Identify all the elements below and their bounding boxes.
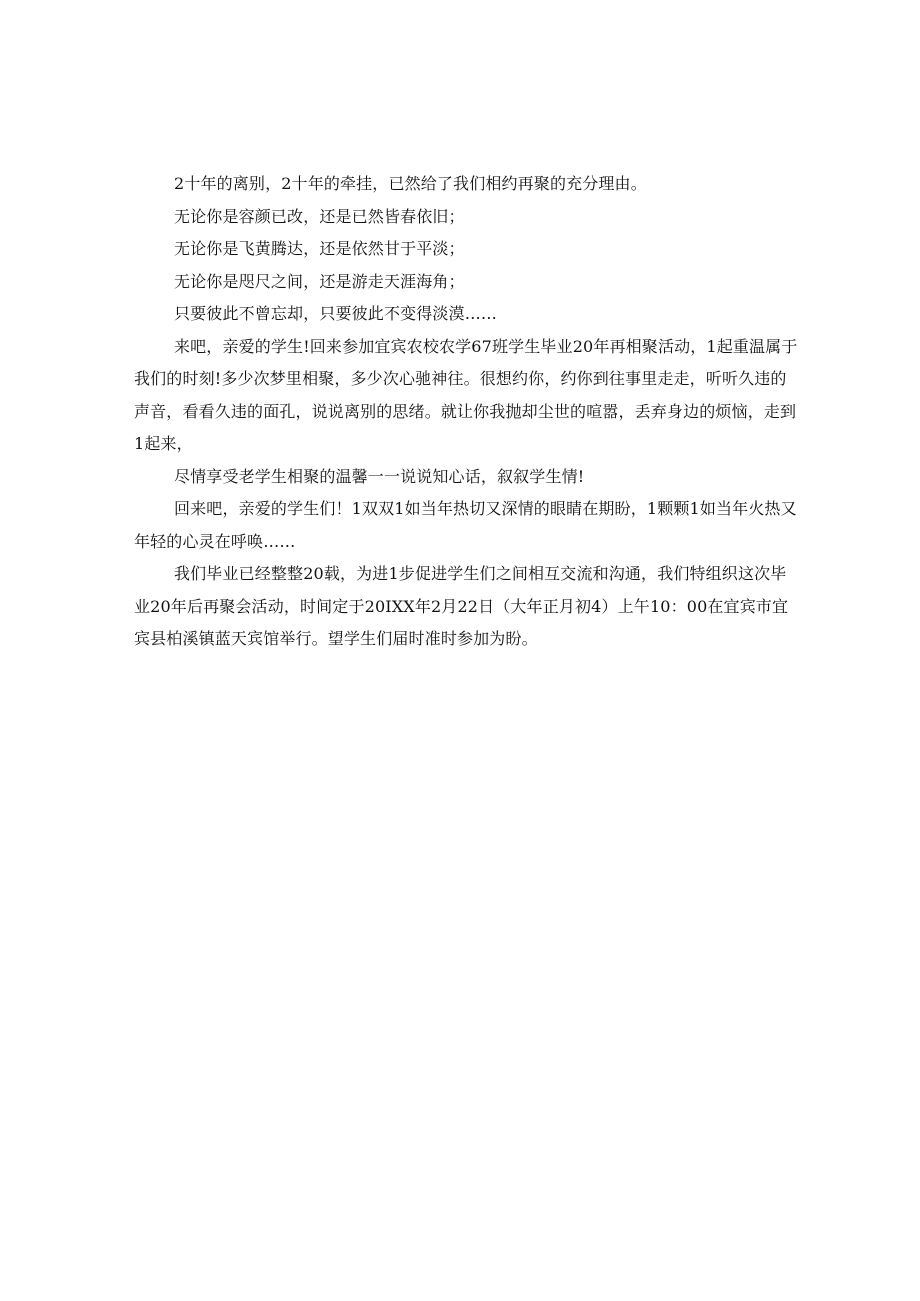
document-body: [134, 168, 802, 656]
paragraph-5: 只要彼此不曾忘却，只要彼此不变得淡漠……: [174, 304, 498, 323]
paragraph-4: 无论你是咫尺之间，还是游走天涯海角；: [174, 271, 465, 291]
paragraph-9: 我们毕业已经整整20载，为进1步促进学生们之间相互交流和沟通，我们特组织这次毕业20年后再聚会活动，时间定于20IXX年2月22日（大年正月初4）上午10：00在宜宾市宜宾县柏溪镇蓝天宾馆举行。望学生们届时准时参加为盼。: [134, 564, 789, 648]
paragraph-8: 回来吧，亲爱的学生们！1双双1如当年热切又深情的眼睛在期盼，1颗颗1如当年火热又年轻的心灵在呼唤……: [134, 499, 797, 551]
paragraph-2: 无论你是容颜已改，还是已然皆春依旧；: [174, 206, 465, 226]
paragraph-6: 来吧，亲爱的学生!回来参加宜宾农校农学67班学生毕业20年再相聚活动，1起重温属于我们的时刻!多少次梦里相聚，多少次心驰神往。很想约你，约你到往事里走走，听听久违的声音，看看久违的面孔，说说离别的思绪。就让你我抛却尘世的喧嚣，丢弃身边的烦恼，走到1起来，: [134, 336, 798, 453]
paragraph-3: 无论你是飞黄腾达，还是依然甘于平淡；: [174, 239, 465, 258]
paragraph-7: 尽情享受老学生相聚的温馨一一说说知心话，叙叙学生情!: [174, 466, 585, 486]
paragraph-1: 2十年的离别，2十年的牵挂，已然给了我们相约再聚的充分理由。: [174, 174, 647, 193]
